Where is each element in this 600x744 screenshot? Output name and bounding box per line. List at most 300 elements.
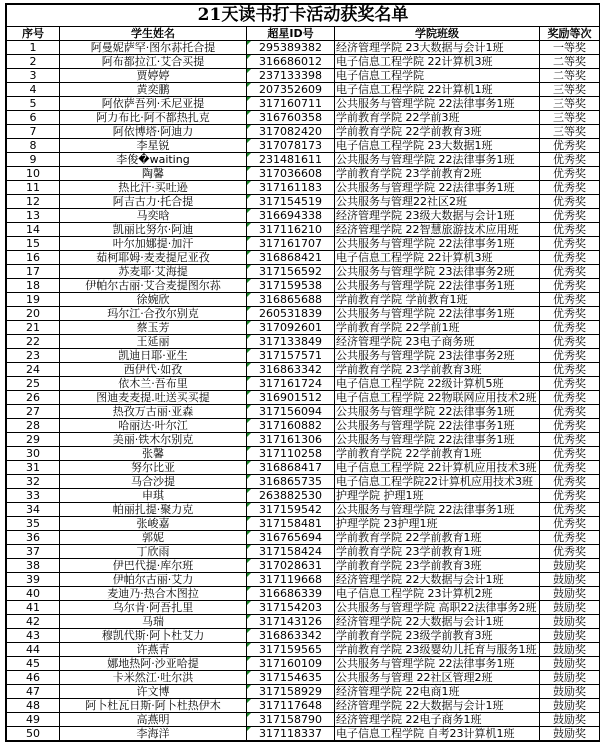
table-row (7, 727, 600, 741)
row-index-cell[interactable]: 50 (7, 727, 60, 741)
award-level-cell[interactable]: 二等奖 (540, 69, 600, 83)
header-name[interactable]: 学生姓名 (60, 27, 247, 41)
award-level-cell[interactable]: 鼓励奖 (540, 559, 600, 573)
table-row (7, 545, 600, 559)
chaoxing-id-cell[interactable]: 237133398 (247, 69, 335, 83)
header-class[interactable]: 学院班级 (335, 27, 540, 41)
row-index-cell[interactable]: 24 (7, 363, 60, 377)
table-row (7, 251, 600, 265)
college-class-cell[interactable]: 公共服务与管理学院 22法律事务1班 (335, 181, 540, 195)
row-index-cell[interactable]: 46 (7, 671, 60, 685)
student-name-cell[interactable]: 郭妮 (60, 531, 247, 545)
row-index-cell[interactable]: 25 (7, 377, 60, 391)
award-level-cell[interactable]: 优秀奖 (540, 461, 600, 475)
college-class-cell[interactable]: 经济管理学院 22大数据与会计1班 (335, 573, 540, 587)
chaoxing-id-cell[interactable]: 295389382 (247, 41, 335, 55)
student-name-cell[interactable]: 许文博 (60, 685, 247, 699)
college-class-cell[interactable]: 经济管理学院 22大数据与会计1班 (335, 615, 540, 629)
college-class-cell[interactable]: 护理学院 23护理1班 (335, 517, 540, 531)
college-class-cell[interactable]: 经济管理学院 23电子商务班 (335, 335, 540, 349)
row-index-cell[interactable]: 31 (7, 461, 60, 475)
header-id[interactable]: 超星ID号 (247, 27, 335, 41)
row-index-cell[interactable]: 3 (7, 69, 60, 83)
row-index-cell[interactable]: 45 (7, 657, 60, 671)
chaoxing-id-cell[interactable]: 317116210 (247, 223, 335, 237)
row-index-cell[interactable]: 18 (7, 279, 60, 293)
chaoxing-id-cell[interactable]: 317159565 (247, 643, 335, 657)
row-index-cell[interactable]: 4 (7, 83, 60, 97)
row-index-cell[interactable]: 42 (7, 615, 60, 629)
college-class-cell[interactable]: 电子信息工程学院 23大数据1班 (335, 139, 540, 153)
award-level-cell[interactable]: 三等奖 (540, 83, 600, 97)
college-class-cell[interactable]: 公共服务与管理学院 23法律事务2班 (335, 349, 540, 363)
student-name-cell[interactable]: 李俊�waiting (60, 153, 247, 167)
row-index-cell[interactable]: 21 (7, 321, 60, 335)
student-name-cell[interactable]: 热孜万古丽·亚森 (60, 405, 247, 419)
row-index-cell[interactable]: 6 (7, 111, 60, 125)
award-level-cell[interactable]: 优秀奖 (540, 503, 600, 517)
row-index-cell[interactable]: 33 (7, 489, 60, 503)
college-class-cell[interactable]: 公共服务与管理学院 22法律事务1班 (335, 419, 540, 433)
chaoxing-id-cell[interactable]: 317158790 (247, 713, 335, 727)
college-class-cell[interactable]: 公共服务与管理学院 22法律事务1班 (335, 237, 540, 251)
college-class-cell[interactable]: 公共服务与管理学院 22法律事务1班 (335, 503, 540, 517)
college-class-cell[interactable]: 电子信息工程学院 22级计算机5班 (335, 377, 540, 391)
student-name-cell[interactable]: 凯迪日耶·亚生 (60, 349, 247, 363)
row-index-cell[interactable]: 16 (7, 251, 60, 265)
student-name-cell[interactable]: 阿依博塔·阿迪力 (60, 125, 247, 139)
row-index-cell[interactable]: 29 (7, 433, 60, 447)
award-level-cell[interactable]: 优秀奖 (540, 139, 600, 153)
college-class-cell[interactable]: 经济管理学院 22电子商务1班 (335, 713, 540, 727)
row-index-cell[interactable]: 26 (7, 391, 60, 405)
student-name-cell[interactable]: 苏麦耶·艾海提 (60, 265, 247, 279)
award-level-cell[interactable]: 鼓励奖 (540, 587, 600, 601)
row-index-cell[interactable]: 17 (7, 265, 60, 279)
table-row (7, 69, 600, 83)
table-row (7, 111, 600, 125)
chaoxing-id-cell[interactable]: 316760358 (247, 111, 335, 125)
award-level-cell[interactable]: 优秀奖 (540, 419, 600, 433)
award-level-cell[interactable]: 优秀奖 (540, 433, 600, 447)
row-index-cell[interactable]: 12 (7, 195, 60, 209)
row-index-cell[interactable]: 13 (7, 209, 60, 223)
table-row (7, 195, 600, 209)
award-level-cell[interactable]: 优秀奖 (540, 321, 600, 335)
chaoxing-id-cell[interactable]: 316686339 (247, 587, 335, 601)
table-row (7, 433, 600, 447)
table-row (7, 181, 600, 195)
table-row (7, 475, 600, 489)
student-name-cell[interactable]: 阿依萨吾列·禾尼亚提 (60, 97, 247, 111)
student-name-cell[interactable]: 阿卜杜瓦日斯·阿卜杜热伊木 (60, 699, 247, 713)
award-level-cell[interactable]: 优秀奖 (540, 405, 600, 419)
college-class-cell[interactable]: 电子信息工程学院 22计算机3班 (335, 55, 540, 69)
college-class-cell[interactable]: 学前教育学院 22学前教育3班 (335, 125, 540, 139)
award-level-cell[interactable]: 优秀奖 (540, 377, 600, 391)
table-row (7, 671, 600, 685)
header-award[interactable]: 奖励等次 (540, 27, 600, 41)
award-level-cell[interactable]: 鼓励奖 (540, 727, 600, 741)
table-row (7, 167, 600, 181)
student-name-cell[interactable]: 帕丽扎提·聚力克 (60, 503, 247, 517)
table-row (7, 83, 600, 97)
college-class-cell[interactable]: 公共服务与管理学院 22法律事务1班 (335, 279, 540, 293)
student-name-cell[interactable]: 娜地热阿·沙亚哈提 (60, 657, 247, 671)
chaoxing-id-cell[interactable]: 316863342 (247, 629, 335, 643)
college-class-cell[interactable]: 电子信息工程学院 22计算机3班 (335, 251, 540, 265)
student-name-cell[interactable]: 阿布都拉江·艾合买提 (60, 55, 247, 69)
chaoxing-id-cell[interactable]: 317161306 (247, 433, 335, 447)
college-class-cell[interactable]: 护理学院 护理1班 (335, 489, 540, 503)
award-level-cell[interactable]: 优秀奖 (540, 545, 600, 559)
chaoxing-id-cell[interactable]: 317110258 (247, 447, 335, 461)
row-index-cell[interactable]: 27 (7, 405, 60, 419)
student-name-cell[interactable]: 茹柯耶姆·麦麦提尼亚孜 (60, 251, 247, 265)
student-name-cell[interactable]: 贾婷婷 (60, 69, 247, 83)
table-row (7, 279, 600, 293)
row-index-cell[interactable]: 1 (7, 41, 60, 55)
chaoxing-id-cell[interactable]: 317156592 (247, 265, 335, 279)
award-level-cell[interactable]: 优秀奖 (540, 349, 600, 363)
college-class-cell[interactable]: 学前教育学院 22学前教育1班 (335, 447, 540, 461)
college-class-cell[interactable]: 学前教育学院 23学前教育3班 (335, 363, 540, 377)
college-class-cell[interactable]: 学前教育学院 22学前3班 (335, 111, 540, 125)
student-name-cell[interactable]: 李星锐 (60, 139, 247, 153)
chaoxing-id-cell[interactable]: 317154203 (247, 601, 335, 615)
table-row (7, 419, 600, 433)
chaoxing-id-cell[interactable]: 317118337 (247, 727, 335, 741)
award-level-cell[interactable]: 优秀奖 (540, 153, 600, 167)
row-index-cell[interactable]: 41 (7, 601, 60, 615)
chaoxing-id-cell[interactable]: 263882530 (247, 489, 335, 503)
table-row (7, 97, 600, 111)
college-class-cell[interactable]: 经济管理学院 22大数据与会计1班 (335, 699, 540, 713)
row-index-cell[interactable]: 15 (7, 237, 60, 251)
student-name-cell[interactable]: 图迪麦麦提.吐送买买提 (60, 391, 247, 405)
student-name-cell[interactable]: 徐婉欣 (60, 293, 247, 307)
table-row (7, 293, 600, 307)
chaoxing-id-cell[interactable]: 316868417 (247, 461, 335, 475)
table-row (7, 685, 600, 699)
table-row (7, 349, 600, 363)
award-level-cell[interactable]: 鼓励奖 (540, 685, 600, 699)
college-class-cell[interactable]: 公共服务与管理22社区2班 (335, 195, 540, 209)
table-row (7, 139, 600, 153)
college-class-cell[interactable]: 公共服务与管理学院 22法律事务1班 (335, 433, 540, 447)
college-class-cell[interactable]: 公共服务与管理学院 22法律事务1班 (335, 153, 540, 167)
row-index-cell[interactable]: 20 (7, 307, 60, 321)
award-level-cell[interactable]: 优秀奖 (540, 363, 600, 377)
award-level-cell[interactable]: 优秀奖 (540, 265, 600, 279)
award-level-cell[interactable]: 优秀奖 (540, 237, 600, 251)
college-class-cell[interactable]: 公共服务与管理学院 23法律事务2班 (335, 265, 540, 279)
chaoxing-id-cell[interactable]: 317161707 (247, 237, 335, 251)
row-index-cell[interactable]: 49 (7, 713, 60, 727)
award-level-cell[interactable]: 鼓励奖 (540, 671, 600, 685)
row-index-cell[interactable]: 2 (7, 55, 60, 69)
table-row (7, 461, 600, 475)
student-name-cell[interactable]: 王延丽 (60, 335, 247, 349)
table-row (7, 601, 600, 615)
award-level-cell[interactable]: 优秀奖 (540, 209, 600, 223)
table-row (7, 615, 600, 629)
student-name-cell[interactable]: 丁欣雨 (60, 545, 247, 559)
row-index-cell[interactable]: 47 (7, 685, 60, 699)
student-name-cell[interactable]: 叶尔加娜提·加汗 (60, 237, 247, 251)
chaoxing-id-cell[interactable]: 316863342 (247, 363, 335, 377)
chaoxing-id-cell[interactable]: 317161724 (247, 377, 335, 391)
student-name-cell[interactable]: 阿曼妮萨罕·图尔荪托合提 (60, 41, 247, 55)
college-class-cell[interactable]: 经济管理学院 23级大数据与会计1班 (335, 209, 540, 223)
header-row (7, 27, 600, 41)
college-class-cell[interactable]: 学前教育学院 23级学前教育3班 (335, 629, 540, 643)
award-level-cell[interactable]: 鼓励奖 (540, 601, 600, 615)
table-row (7, 391, 600, 405)
table-row (7, 125, 600, 139)
student-name-cell[interactable]: 哈丽达·叶尔江 (60, 419, 247, 433)
college-class-cell[interactable]: 学前教育学院 22学前教育1班 (335, 531, 540, 545)
row-index-cell[interactable]: 11 (7, 181, 60, 195)
row-index-cell[interactable]: 35 (7, 517, 60, 531)
student-name-cell[interactable]: 麦迪乃·热合木图拉 (60, 587, 247, 601)
award-level-cell[interactable]: 优秀奖 (540, 195, 600, 209)
chaoxing-id-cell[interactable]: 317158481 (247, 517, 335, 531)
college-class-cell[interactable]: 电子信息工程学院 23计算机2班 (335, 587, 540, 601)
award-level-cell[interactable]: 优秀奖 (540, 167, 600, 181)
college-class-cell[interactable]: 公共服务与管理 22社区管理2班 (335, 671, 540, 685)
award-level-cell[interactable]: 三等奖 (540, 97, 600, 111)
student-name-cell[interactable]: 卡米然江·吐尔洪 (60, 671, 247, 685)
table-row (7, 223, 600, 237)
award-level-cell[interactable]: 优秀奖 (540, 391, 600, 405)
student-name-cell[interactable]: 伊帕尔古丽·艾力 (60, 573, 247, 587)
table-row (7, 363, 600, 377)
student-name-cell[interactable]: 热比汗·买吐逊 (60, 181, 247, 195)
row-index-cell[interactable]: 10 (7, 167, 60, 181)
chaoxing-id-cell[interactable]: 316865688 (247, 293, 335, 307)
award-level-cell[interactable]: 优秀奖 (540, 181, 600, 195)
student-name-cell[interactable]: 李海洋 (60, 727, 247, 741)
chaoxing-id-cell[interactable]: 317119668 (247, 573, 335, 587)
table-row (7, 237, 600, 251)
chaoxing-id-cell[interactable]: 316901512 (247, 391, 335, 405)
table-row (7, 209, 600, 223)
award-level-cell[interactable]: 优秀奖 (540, 531, 600, 545)
award-level-cell[interactable]: 三等奖 (540, 111, 600, 125)
table-row (7, 55, 600, 69)
chaoxing-id-cell[interactable]: 317143126 (247, 615, 335, 629)
chaoxing-id-cell[interactable]: 317158424 (247, 545, 335, 559)
student-name-cell[interactable]: 蔡玉芳 (60, 321, 247, 335)
college-class-cell[interactable]: 经济管理学院 23大数据与会计1班 (335, 41, 540, 55)
award-level-cell[interactable]: 鼓励奖 (540, 713, 600, 727)
table-row (7, 587, 600, 601)
row-index-cell[interactable]: 14 (7, 223, 60, 237)
award-level-cell[interactable]: 优秀奖 (540, 251, 600, 265)
table-row (7, 265, 600, 279)
table-row (7, 447, 600, 461)
chaoxing-id-cell[interactable]: 317082420 (247, 125, 335, 139)
student-name-cell[interactable]: 伊帕尔古丽·艾合麦提图尔荪 (60, 279, 247, 293)
chaoxing-id-cell[interactable]: 317158929 (247, 685, 335, 699)
student-name-cell[interactable]: 伊巴代提·库尔班 (60, 559, 247, 573)
row-index-cell[interactable]: 40 (7, 587, 60, 601)
student-name-cell[interactable]: 陶馨 (60, 167, 247, 181)
table-row (7, 377, 600, 391)
chaoxing-id-cell[interactable]: 317156094 (247, 405, 335, 419)
award-level-cell[interactable]: 三等奖 (540, 125, 600, 139)
chaoxing-id-cell[interactable]: 317160109 (247, 657, 335, 671)
chaoxing-id-cell[interactable]: 317160882 (247, 419, 335, 433)
college-class-cell[interactable]: 电子信息工程学院22计算机应用技术3班 (335, 475, 540, 489)
row-index-cell[interactable]: 23 (7, 349, 60, 363)
student-name-cell[interactable]: 乌尔肯·阿吾扎里 (60, 601, 247, 615)
student-name-cell[interactable]: 依木兰·吾布里 (60, 377, 247, 391)
row-index-cell[interactable]: 7 (7, 125, 60, 139)
chaoxing-id-cell[interactable]: 317133849 (247, 335, 335, 349)
chaoxing-id-cell[interactable]: 317159542 (247, 503, 335, 517)
chaoxing-id-cell[interactable]: 316694338 (247, 209, 335, 223)
chaoxing-id-cell[interactable]: 317161183 (247, 181, 335, 195)
college-class-cell[interactable]: 公共服务与管理学院 22法律事务1班 (335, 657, 540, 671)
chaoxing-id-cell[interactable]: 317154519 (247, 195, 335, 209)
table-row (7, 321, 600, 335)
award-level-cell[interactable]: 一等奖 (540, 41, 600, 55)
row-index-cell[interactable]: 28 (7, 419, 60, 433)
student-name-cell[interactable]: 黄奕鹏 (60, 83, 247, 97)
student-name-cell[interactable]: 努尔比亚 (60, 461, 247, 475)
student-name-cell[interactable]: 美丽·铁木尔别克 (60, 433, 247, 447)
chaoxing-id-cell[interactable]: 316865735 (247, 475, 335, 489)
college-class-cell[interactable]: 学前教育学院 23级婴幼儿托育与服务1班 (335, 643, 540, 657)
row-index-cell[interactable]: 38 (7, 559, 60, 573)
college-class-cell[interactable]: 学前教育学院 22学前1班 (335, 321, 540, 335)
row-index-cell[interactable]: 37 (7, 545, 60, 559)
row-index-cell[interactable]: 9 (7, 153, 60, 167)
student-name-cell[interactable]: 马奕晗 (60, 209, 247, 223)
award-level-cell[interactable]: 鼓励奖 (540, 643, 600, 657)
table-row (7, 531, 600, 545)
table-row (7, 643, 600, 657)
table-row (7, 405, 600, 419)
row-index-cell[interactable]: 44 (7, 643, 60, 657)
college-class-cell[interactable]: 经济管理学院 22电商1班 (335, 685, 540, 699)
chaoxing-id-cell[interactable]: 317028631 (247, 559, 335, 573)
row-index-cell[interactable]: 48 (7, 699, 60, 713)
chaoxing-id-cell[interactable]: 316868421 (247, 251, 335, 265)
award-level-cell[interactable]: 优秀奖 (540, 307, 600, 321)
college-class-cell[interactable]: 公共服务与管理学院 22法律事务1班 (335, 307, 540, 321)
chaoxing-id-cell[interactable]: 317160711 (247, 97, 335, 111)
award-level-cell[interactable]: 鼓励奖 (540, 573, 600, 587)
college-class-cell[interactable]: 学前教育学院 23学前教育1班 (335, 545, 540, 559)
table-row (7, 307, 600, 321)
table-row (7, 713, 600, 727)
table-row (7, 517, 600, 531)
row-index-cell[interactable]: 36 (7, 531, 60, 545)
student-name-cell[interactable]: 申琪 (60, 489, 247, 503)
college-class-cell[interactable]: 电子信息工程学院 22计算机应用技术3班 (335, 461, 540, 475)
chaoxing-id-cell[interactable]: 231481611 (247, 153, 335, 167)
row-index-cell[interactable]: 30 (7, 447, 60, 461)
table-row (7, 573, 600, 587)
student-name-cell[interactable]: 高燕明 (60, 713, 247, 727)
student-name-cell[interactable]: 马合沙提 (60, 475, 247, 489)
college-class-cell[interactable]: 学前教育学院 学前教育1班 (335, 293, 540, 307)
award-level-cell[interactable]: 二等奖 (540, 55, 600, 69)
student-name-cell[interactable]: 凯丽比努尔·阿迪 (60, 223, 247, 237)
chaoxing-id-cell[interactable]: 317117648 (247, 699, 335, 713)
row-index-cell[interactable]: 8 (7, 139, 60, 153)
row-index-cell[interactable]: 43 (7, 629, 60, 643)
student-name-cell[interactable]: 张峻嘉 (60, 517, 247, 531)
award-list-sheet (5, 3, 600, 742)
student-name-cell[interactable]: 西伊代·如孜 (60, 363, 247, 377)
award-level-cell[interactable]: 优秀奖 (540, 489, 600, 503)
award-level-cell[interactable]: 优秀奖 (540, 475, 600, 489)
college-class-cell[interactable]: 公共服务与管理学院 22法律事务1班 (335, 97, 540, 111)
row-index-cell[interactable]: 5 (7, 97, 60, 111)
college-class-cell[interactable]: 公共服务与管理学院 22法律事务1班 (335, 405, 540, 419)
student-name-cell[interactable]: 阿力布比·阿不都热扎克 (60, 111, 247, 125)
award-level-cell[interactable]: 优秀奖 (540, 223, 600, 237)
header-index[interactable]: 序号 (7, 27, 60, 41)
award-level-cell[interactable]: 鼓励奖 (540, 615, 600, 629)
award-table (6, 4, 600, 741)
student-name-cell[interactable]: 玛尔江·合孜尔别克 (60, 307, 247, 321)
award-level-cell[interactable]: 优秀奖 (540, 517, 600, 531)
student-name-cell[interactable]: 阿吉古力·托合提 (60, 195, 247, 209)
chaoxing-id-cell[interactable]: 207352609 (247, 83, 335, 97)
award-level-cell[interactable]: 优秀奖 (540, 335, 600, 349)
award-level-cell[interactable]: 鼓励奖 (540, 699, 600, 713)
award-level-cell[interactable]: 优秀奖 (540, 447, 600, 461)
student-name-cell[interactable]: 马瑞 (60, 615, 247, 629)
chaoxing-id-cell[interactable]: 317036608 (247, 167, 335, 181)
student-name-cell[interactable]: 张馨 (60, 447, 247, 461)
chaoxing-id-cell[interactable]: 260531839 (247, 307, 335, 321)
row-index-cell[interactable]: 19 (7, 293, 60, 307)
student-name-cell[interactable]: 穆凯代斯·阿卜杜艾力 (60, 629, 247, 643)
award-level-cell[interactable]: 优秀奖 (540, 279, 600, 293)
award-level-cell[interactable]: 优秀奖 (540, 293, 600, 307)
chaoxing-id-cell[interactable]: 317154635 (247, 671, 335, 685)
chaoxing-id-cell[interactable]: 317157571 (247, 349, 335, 363)
chaoxing-id-cell[interactable]: 317159538 (247, 279, 335, 293)
chaoxing-id-cell[interactable]: 316765694 (247, 531, 335, 545)
college-class-cell[interactable]: 电子信息工程学院 22物联网应用技术2班 (335, 391, 540, 405)
chaoxing-id-cell[interactable]: 316686012 (247, 55, 335, 69)
sheet-title: 21天读书打卡活动获奖名单 (7, 5, 600, 27)
row-index-cell[interactable]: 39 (7, 573, 60, 587)
chaoxing-id-cell[interactable]: 317092601 (247, 321, 335, 335)
college-class-cell[interactable]: 学前教育学院 23学前教育2班 (335, 167, 540, 181)
college-class-cell[interactable]: 经济管理学院 22智慧旅游技术应用班 (335, 223, 540, 237)
college-class-cell[interactable]: 电子信息工程学院 (335, 69, 540, 83)
student-name-cell[interactable]: 许燕青 (60, 643, 247, 657)
row-index-cell[interactable]: 22 (7, 335, 60, 349)
college-class-cell[interactable]: 电子信息工程学院 22计算机1班 (335, 83, 540, 97)
college-class-cell[interactable]: 学前教育学院 23学前教育3班 (335, 559, 540, 573)
award-level-cell[interactable]: 鼓励奖 (540, 657, 600, 671)
college-class-cell[interactable]: 公共服务与管理学院 高职22法律事务2班 (335, 601, 540, 615)
college-class-cell[interactable]: 电子信息工程学院 自考23计算机1班 (335, 727, 540, 741)
chaoxing-id-cell[interactable]: 317078173 (247, 139, 335, 153)
award-level-cell[interactable]: 鼓励奖 (540, 629, 600, 643)
row-index-cell[interactable]: 34 (7, 503, 60, 517)
row-index-cell[interactable]: 32 (7, 475, 60, 489)
